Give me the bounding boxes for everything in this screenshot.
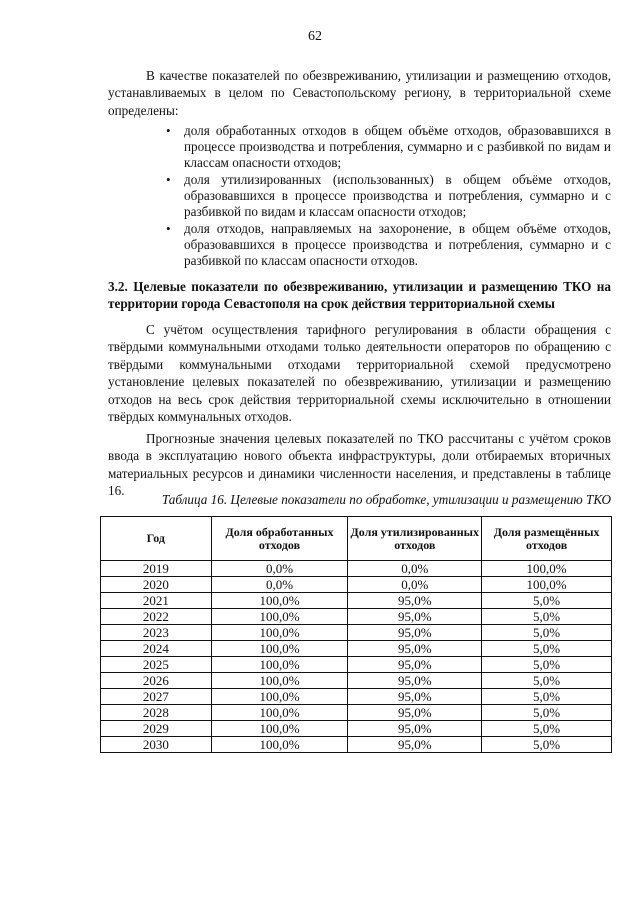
cell-disposed: 5,0% <box>482 609 612 625</box>
cell-processed: 100,0% <box>211 673 348 689</box>
list-item-text: доля обработанных отходов в общем объёме отходов, образовавшихся в процессе производства и потребления, суммарно и с разбивкой по видам и классам опасности отходов; <box>184 123 611 170</box>
cell-year: 2028 <box>101 705 212 721</box>
header-disposed-share: Доля размещённых отходов <box>482 517 612 561</box>
bullet-icon: • <box>166 221 171 236</box>
cell-utilized: 95,0% <box>348 705 482 721</box>
cell-utilized: 95,0% <box>348 721 482 737</box>
table-caption: Таблица 16. Целевые показатели по обработке, утилизации и размещению ТКО <box>161 492 611 507</box>
table-header-row <box>101 517 612 561</box>
bullet-icon: • <box>166 172 171 187</box>
intro-paragraph: В качестве показателей по обезвреживанию, утилизации и размещению отходов, устанавливаемых в целом по Севастопольскому региону, в территориальной схеме определены: <box>108 68 611 118</box>
table-row <box>101 705 612 721</box>
table-row <box>101 609 612 625</box>
list-item <box>162 172 611 220</box>
cell-processed: 100,0% <box>211 705 348 721</box>
page-number: 62 <box>308 29 322 44</box>
table-row <box>101 625 612 641</box>
cell-disposed: 5,0% <box>482 673 612 689</box>
cell-disposed: 5,0% <box>482 625 612 641</box>
list-item <box>162 221 611 269</box>
cell-disposed: 5,0% <box>482 737 612 753</box>
cell-year: 2029 <box>101 721 212 737</box>
table-row <box>101 673 612 689</box>
cell-disposed: 100,0% <box>482 577 612 593</box>
table-row <box>101 737 612 753</box>
cell-year: 2024 <box>101 641 212 657</box>
cell-disposed: 100,0% <box>482 561 612 577</box>
cell-utilized: 95,0% <box>348 609 482 625</box>
table-row <box>101 561 612 577</box>
section-heading: 3.2. Целевые показатели по обезвреживанию, утилизации и размещению ТКО на территории города Севастополя на срок действия территориальной схемы <box>108 279 611 312</box>
cell-utilized: 95,0% <box>348 673 482 689</box>
cell-disposed: 5,0% <box>482 593 612 609</box>
cell-utilized: 95,0% <box>348 737 482 753</box>
cell-processed: 100,0% <box>211 721 348 737</box>
cell-utilized: 0,0% <box>348 577 482 593</box>
cell-processed: 100,0% <box>211 737 348 753</box>
cell-utilized: 95,0% <box>348 641 482 657</box>
table-row <box>101 721 612 737</box>
cell-year: 2021 <box>101 593 212 609</box>
cell-year: 2023 <box>101 625 212 641</box>
list-item-text: доля отходов, направляемых на захоронение, в общем объёме отходов, образовавшихся в процессе производства и потребления, суммарно и с разбивкой по классам опасности отходов. <box>184 221 611 268</box>
cell-year: 2022 <box>101 609 212 625</box>
table-row <box>101 689 612 705</box>
targets-table <box>100 516 612 753</box>
cell-utilized: 95,0% <box>348 625 482 641</box>
cell-processed: 100,0% <box>211 609 348 625</box>
cell-disposed: 5,0% <box>482 721 612 737</box>
paragraph-tariff-regulation: С учётом осуществления тарифного регулирования в области обращения с твёрдыми коммунальными отходами только деятельности операторов по обращению с твёрдыми коммунальными отходами территориальной схемой предусмотрено установление целевых показателей по обезвреживанию, утилизации и размещению отходов на весь срок действия территориальной схемы исключительно в отношении твёрдых коммунальных отходов. <box>108 322 611 425</box>
cell-year: 2030 <box>101 737 212 753</box>
table-row <box>101 657 612 673</box>
cell-processed: 100,0% <box>211 657 348 673</box>
cell-disposed: 5,0% <box>482 641 612 657</box>
cell-utilized: 95,0% <box>348 689 482 705</box>
header-utilized-share: Доля утилизированных отходов <box>348 517 482 561</box>
cell-processed: 100,0% <box>211 593 348 609</box>
list-item-text: доля утилизированных (использованных) в общем объёме отходов, образовавшихся в процессе производства и потребления, суммарно и с разбивкой по видам и классам опасности отходов; <box>184 172 611 219</box>
cell-year: 2026 <box>101 673 212 689</box>
cell-year: 2019 <box>101 561 212 577</box>
cell-disposed: 5,0% <box>482 657 612 673</box>
cell-processed: 100,0% <box>211 625 348 641</box>
list-item <box>162 123 611 171</box>
bullet-icon: • <box>166 123 171 138</box>
paragraph-forecast: Прогнозные значения целевых показателей по ТКО рассчитаны с учётом сроков ввода в эксплуатацию нового объекта инфраструктуры, доли отбираемых вторичных материальных ресурсов и динамики численности населения, и представлены в таблице 16. <box>108 431 611 499</box>
table-row <box>101 593 612 609</box>
cell-processed: 0,0% <box>211 561 348 577</box>
cell-utilized: 95,0% <box>348 657 482 673</box>
cell-year: 2027 <box>101 689 212 705</box>
cell-disposed: 5,0% <box>482 705 612 721</box>
cell-utilized: 95,0% <box>348 593 482 609</box>
cell-utilized: 0,0% <box>348 561 482 577</box>
header-year: Год <box>101 517 212 561</box>
cell-disposed: 5,0% <box>482 689 612 705</box>
indicator-list <box>162 123 611 270</box>
table-row <box>101 641 612 657</box>
cell-year: 2020 <box>101 577 212 593</box>
header-processed-share: Доля обработанных отходов <box>211 517 348 561</box>
cell-processed: 100,0% <box>211 689 348 705</box>
cell-processed: 0,0% <box>211 577 348 593</box>
cell-year: 2025 <box>101 657 212 673</box>
cell-processed: 100,0% <box>211 641 348 657</box>
table-row <box>101 577 612 593</box>
